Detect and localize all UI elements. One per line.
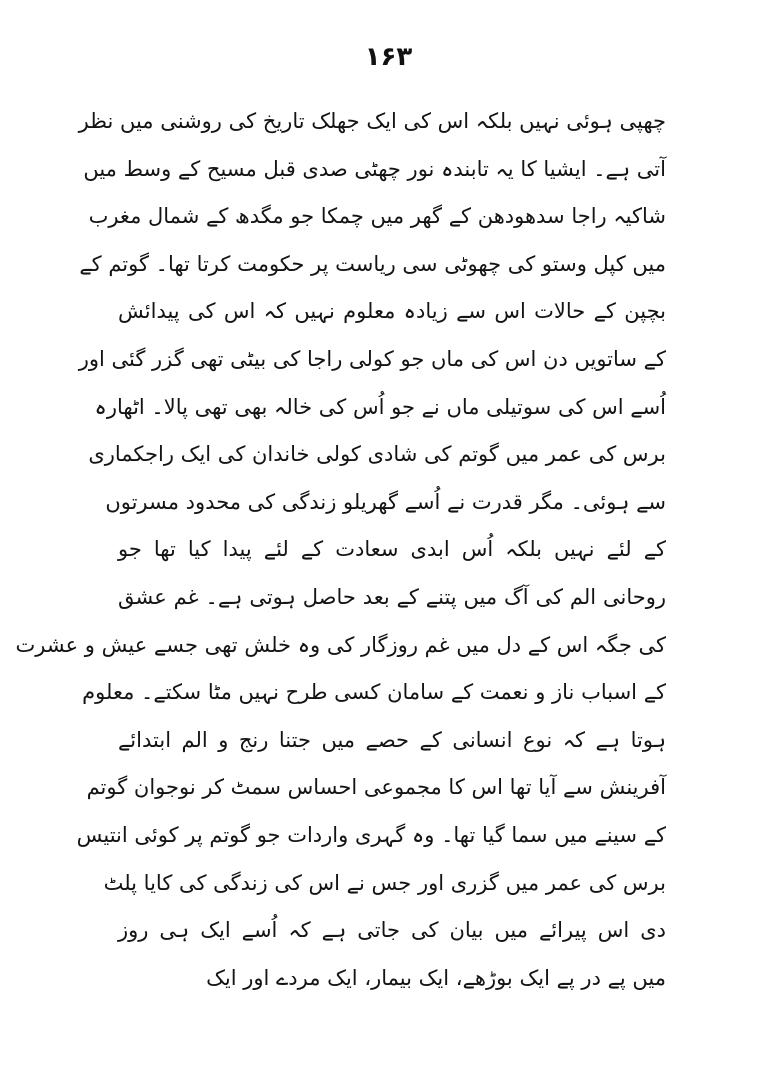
text-line: میں کپل وستو کی چھوٹی سی ریاست پر حکومت کرتا تھا۔ گوتم کے — [79, 251, 666, 276]
text-line: آتی ہے۔ ایشیا کا یہ تابندہ نور چھٹی صدی قبل مسیح کے وسط میں — [83, 156, 666, 181]
text-line: اُسے اس کی سوتیلی ماں نے جو اُس کی خالہ بھی تھی پالا۔ اٹھارہ — [94, 394, 666, 419]
text-line: برس کی عمر میں گزری اور جس نے اس کی زندگی کی کایا پلٹ — [103, 870, 666, 895]
text-line: سے ہوئی۔ مگر قدرت نے اُسے گھریلو زندگی کی محدود مسرتوں — [105, 489, 666, 514]
page-number: ۱۶۳ — [364, 42, 413, 72]
text-line: کے ساتویں دن اس کی ماں جو کولی راجا کی بیٹی تھی گزر گئی اور — [78, 346, 666, 371]
text-line: کے اسباب ناز و نعمت کے سامان کسی طرح نہیں مٹا سکتے۔ معلوم — [82, 680, 666, 705]
text-line: کے لئے نہیں بلکہ اُس ابدی سعادت کے لئے پیدا کیا تھا جو — [118, 537, 666, 562]
text-line: میں پے در پے ایک بوڑھے، ایک بیمار، ایک مردے اور ایک — [206, 965, 666, 990]
body-text — [15, 98, 666, 1002]
text-line: شاکیہ راجا سدھودھن کے گھر میں چمکا جو مگدھ کے شمال مغرب — [88, 204, 666, 229]
text-line: ہوتا ہے کہ نوع انسانی کے حصے میں جتنا رنج و الم ابتدائے — [118, 727, 666, 752]
text-line: دی اس پیرائے میں بیان کی جاتی ہے کہ اُسے ایک ہی روز — [118, 918, 666, 943]
text-line: چھپی ہوئی نہیں بلکہ اس کی ایک جھلک تاریخ کی روشنی میں نظر — [78, 109, 666, 133]
text-line: کے سینے میں سما گیا تھا۔ وہ گہری واردات جو گوتم پر کوئی انتیس — [76, 822, 666, 847]
text-line: بچپن کے حالات اس سے زیادہ معلوم نہیں کہ اس کی پیدائش — [118, 299, 666, 324]
text-line: کی جگہ اس کے دل میں غم روزگار کی وہ خلش تھی جسے عیش و عشرت — [15, 632, 666, 657]
text-line: آفرینش سے آیا تھا اس کا مجموعی احساس سمٹ کر نوجوان گوتم — [86, 775, 666, 800]
text-line: برس کی عمر میں گوتم کی شادی کولی خاندان کی ایک راجکماری — [88, 442, 666, 467]
text-line: روحانی الم کی آگ میں پتنے کے بعد حاصل ہوتی ہے۔ غم عشق — [118, 584, 666, 609]
